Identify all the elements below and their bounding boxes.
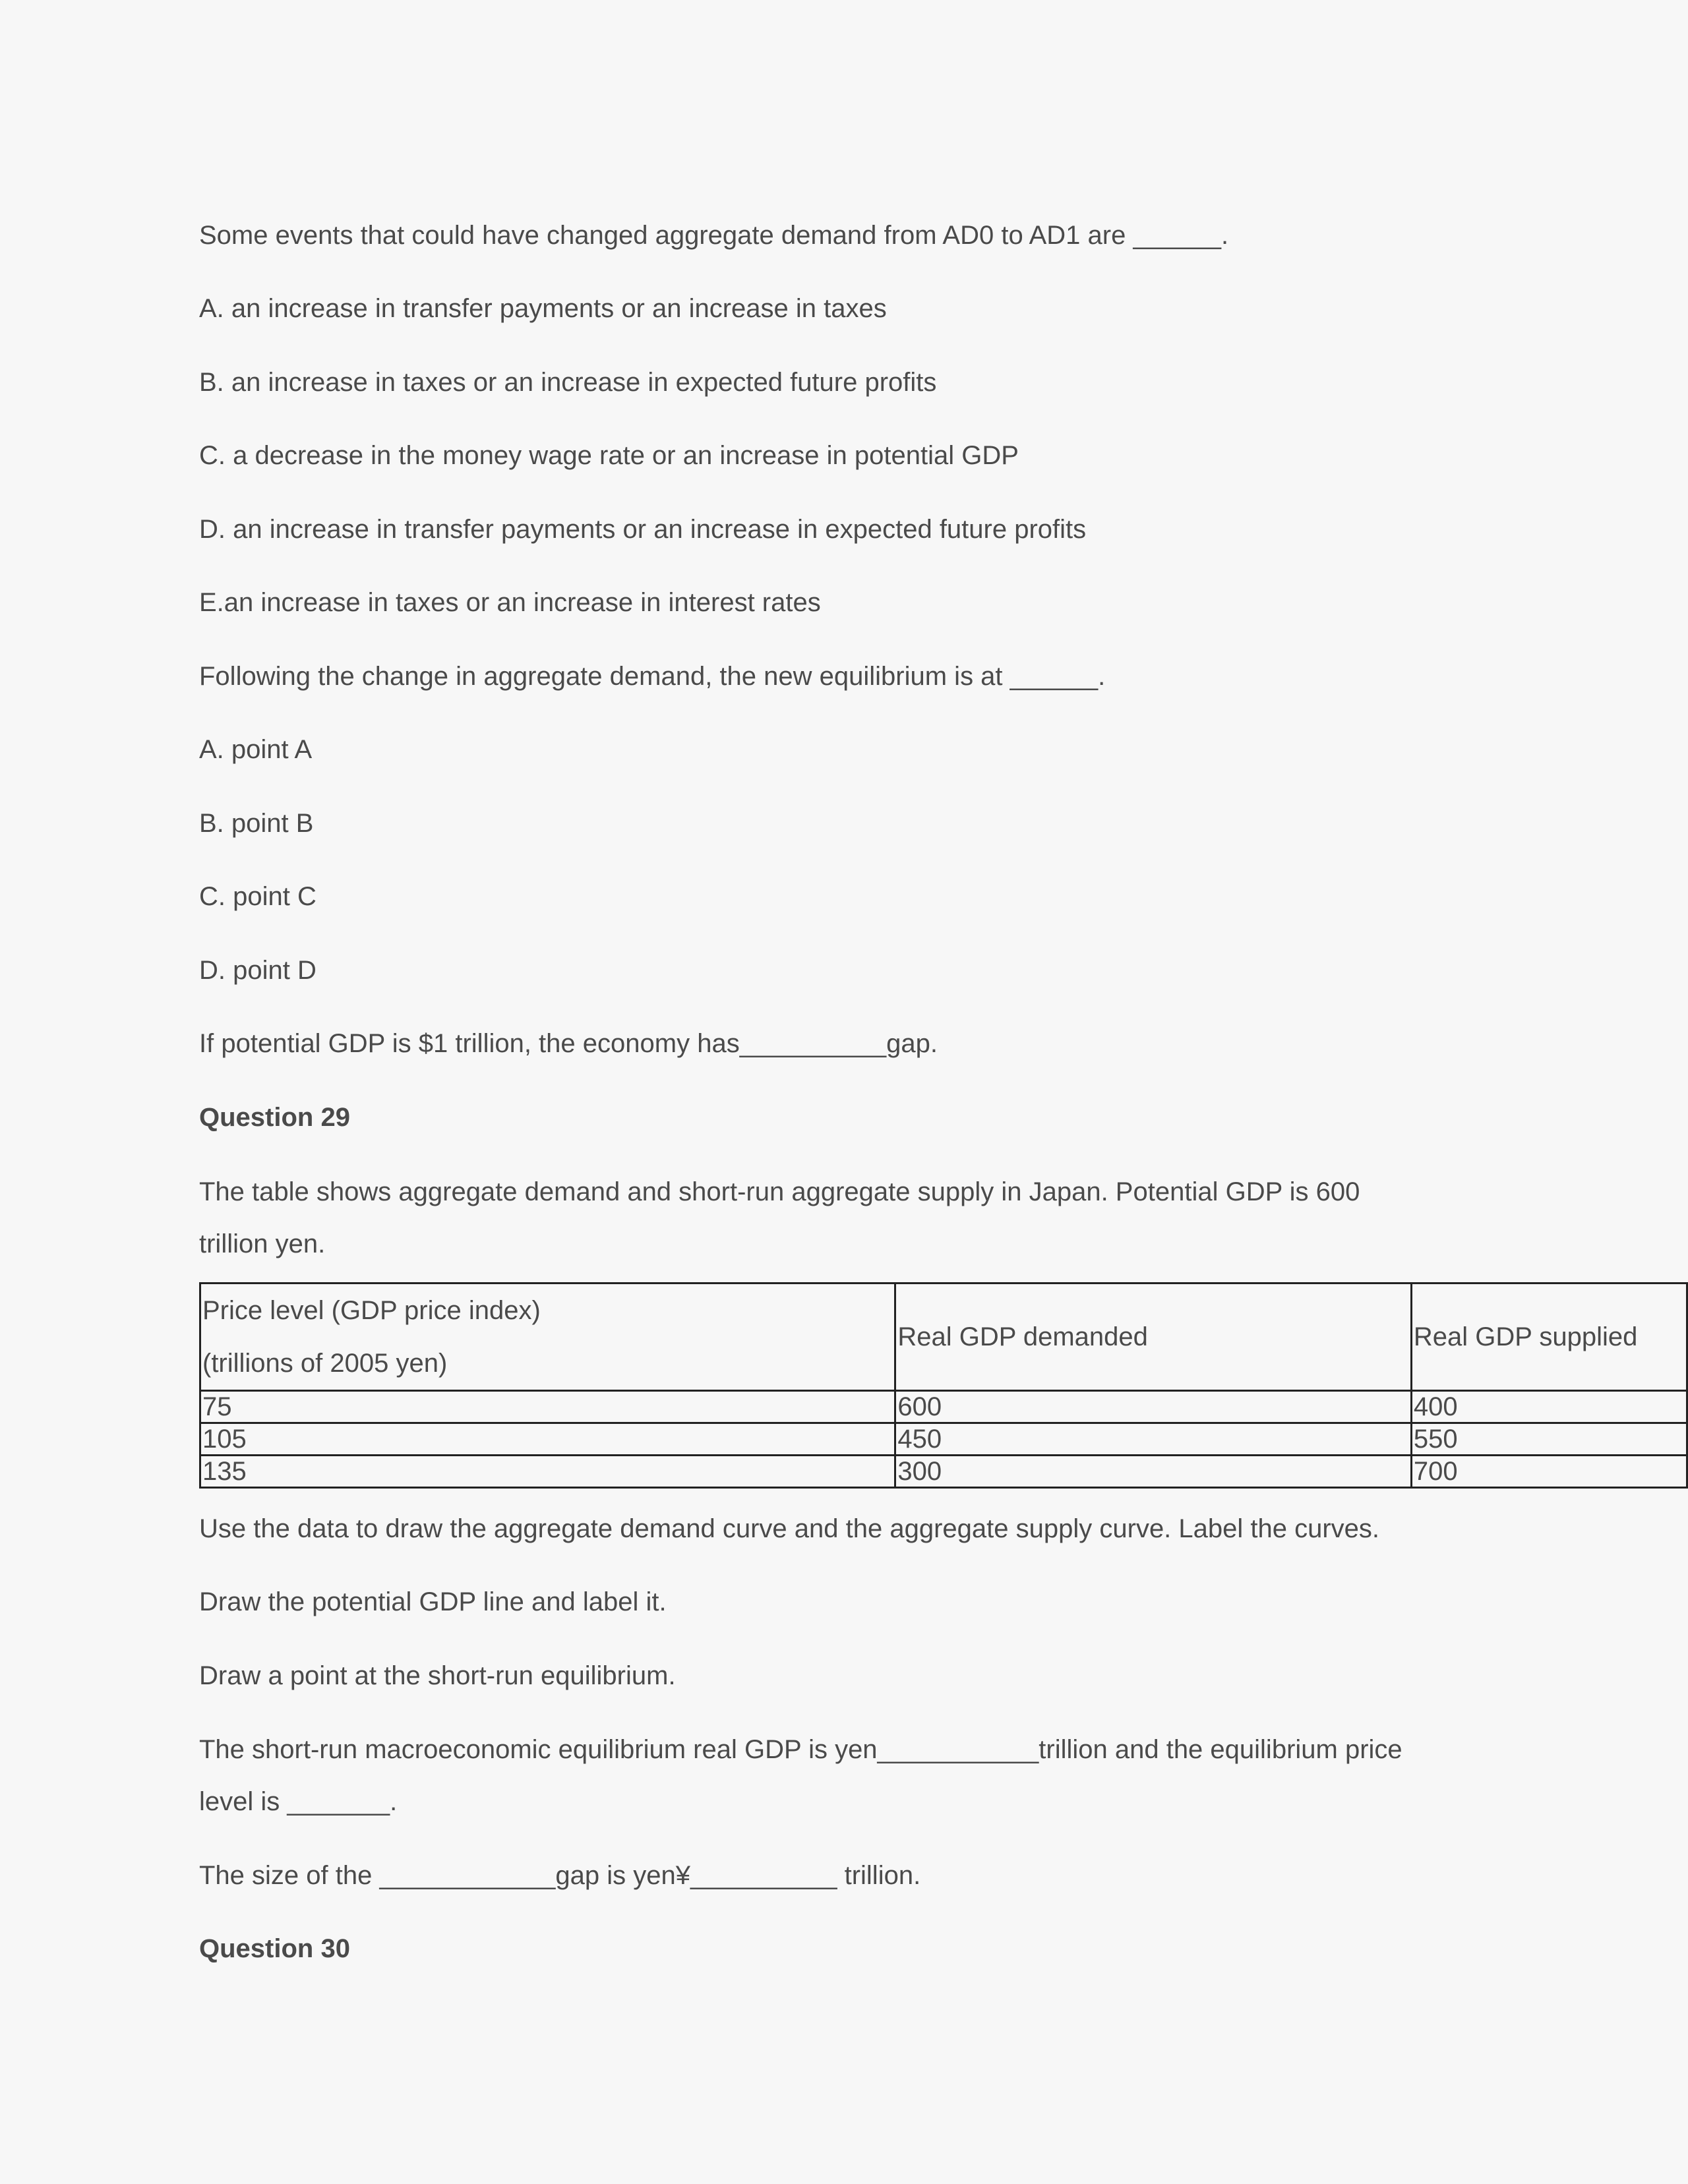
question-heading: Question 30 xyxy=(199,1934,350,1963)
table-cell: 450 xyxy=(895,1423,1411,1456)
table-cell: 135 xyxy=(200,1456,895,1488)
answer-option: A. an increase in transfer payments or an increase in taxes xyxy=(199,294,887,323)
fill-in-text: The short-run macroeconomic equilibrium real GDP is yen___________trillion and the equilibrium price xyxy=(199,1735,1402,1764)
instruction-text: Use the data to draw the aggregate demand curve and the aggregate supply curve. Label the curves. xyxy=(199,1514,1380,1543)
question-heading: Question 29 xyxy=(199,1103,350,1132)
answer-option: D. an increase in transfer payments or an increase in expected future profits xyxy=(199,515,1087,544)
instruction-text: Draw a point at the short-run equilibrium. xyxy=(199,1661,676,1690)
question-text: trillion yen. xyxy=(199,1229,326,1258)
answer-option: C. point C xyxy=(199,882,316,911)
answer-option: B. an increase in taxes or an increase in expected future profits xyxy=(199,368,937,397)
table-row xyxy=(200,1391,1687,1423)
fill-in-text: The size of the ____________gap is yen¥__________ trillion. xyxy=(199,1861,921,1890)
question-text: If potential GDP is $1 trillion, the economy has__________gap. xyxy=(199,1029,938,1058)
table-header-line: Price level (GDP price index) xyxy=(202,1296,541,1325)
data-table-container xyxy=(199,1282,1688,1493)
table-cell: 700 xyxy=(1411,1456,1687,1488)
question-text: The table shows aggregate demand and short-run aggregate supply in Japan. Potential GDP is 600 xyxy=(199,1177,1360,1206)
data-table xyxy=(199,1282,1688,1489)
question-text: Following the change in aggregate demand, the new equilibrium is at ______. xyxy=(199,662,1106,691)
answer-option: D. point D xyxy=(199,956,316,985)
table-cell: 300 xyxy=(895,1456,1411,1488)
table-header-row xyxy=(200,1284,1687,1391)
table-header-line: (trillions of 2005 yen) xyxy=(202,1349,448,1378)
answer-option: A. point A xyxy=(199,735,313,764)
fill-in-text: level is _______. xyxy=(199,1787,398,1816)
table-row xyxy=(200,1423,1687,1456)
table-cell: 105 xyxy=(200,1423,895,1456)
question-text: Some events that could have changed aggregate demand from AD0 to AD1 are ______. xyxy=(199,221,1229,250)
table-cell: 75 xyxy=(200,1391,895,1423)
answer-option: E.an increase in taxes or an increase in interest rates xyxy=(199,588,821,617)
table-header-cell xyxy=(200,1284,895,1391)
table-cell: 550 xyxy=(1411,1423,1687,1456)
answer-option: B. point B xyxy=(199,809,314,838)
table-cell: 600 xyxy=(895,1391,1411,1423)
instruction-text: Draw the potential GDP line and label it. xyxy=(199,1587,667,1616)
table-header-cell: Real GDP demanded xyxy=(895,1284,1411,1391)
table-cell: 400 xyxy=(1411,1391,1687,1423)
answer-option: C. a decrease in the money wage rate or an increase in potential GDP xyxy=(199,441,1019,470)
table-header-cell: Real GDP supplied xyxy=(1411,1284,1687,1391)
table-row xyxy=(200,1456,1687,1488)
